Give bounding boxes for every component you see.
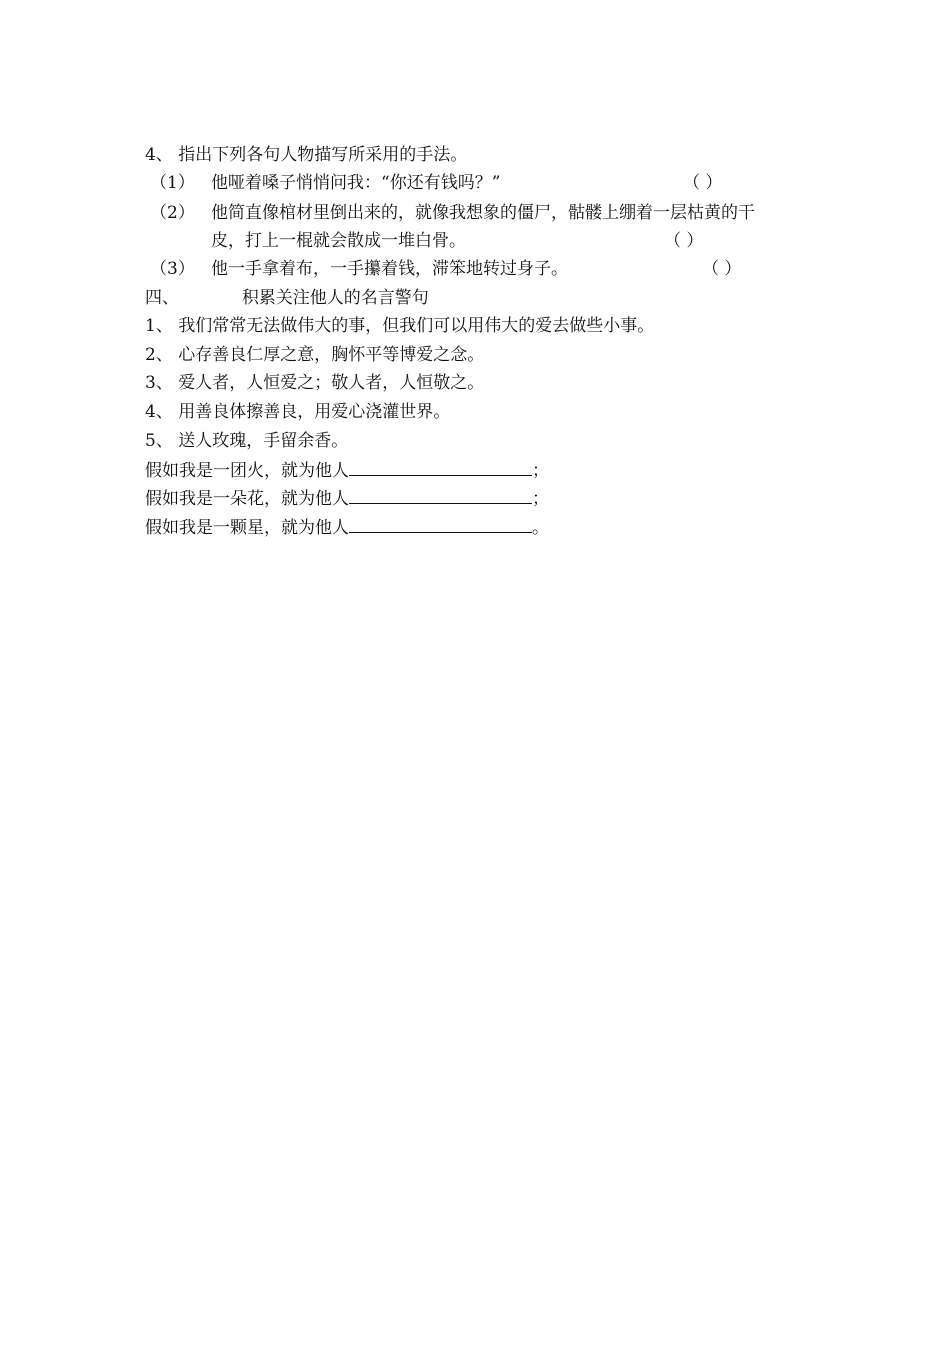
fill-blank-flower[interactable] [349,487,532,504]
item-1-answer-paren[interactable]: （ ） [683,173,723,193]
item-3-text: 他一手拿着布，一手攥着钱，滞笨地转过身子。 [211,259,568,279]
item-2-text-line2: 皮，打上一棍就会散成一堆白骨。 [211,231,466,251]
fill-line-star-end: 。 [532,518,549,538]
quote-4: 4、 用善良体擦善良，用爱心浇灌世界。 [145,402,451,422]
item-2-number: （2） [150,203,195,223]
fill-line-flower-prefix: 假如我是一朵花，就为他人 [145,489,349,509]
question-4-heading: 4、 指出下列各句人物描写所采用的手法。 [145,145,468,165]
item-2-answer-paren[interactable]: （ ） [664,231,704,251]
fill-line-flower-end: ； [532,489,549,509]
fill-line-fire [145,459,549,481]
section-4-title: 积累关注他人的名言警句 [241,288,429,308]
item-1-text: 他哑着嗓子悄悄问我：“你还有钱吗？” [211,173,501,193]
quote-1: 1、 我们常常无法做伟大的事，但我们可以用伟大的爱去做些小事。 [145,316,655,336]
item-2-text-line1: 他简直像棺材里倒出来的，就像我想象的僵尸，骷髅上绷着一层枯黄的干 [211,203,755,223]
fill-line-fire-end: ； [532,461,549,481]
section-4-number: 四、 [145,288,179,308]
fill-blank-fire[interactable] [349,459,532,476]
fill-line-fire-prefix: 假如我是一团火，就为他人 [145,461,349,481]
fill-blank-star[interactable] [349,516,532,533]
quote-3: 3、 爱人者，人恒爱之；敬人者，人恒敬之。 [145,373,485,393]
item-3-answer-paren[interactable]: （ ） [702,259,742,279]
section-4-heading [145,287,429,309]
quote-2: 2、 心存善良仁厚之意，胸怀平等博爱之念。 [145,345,485,365]
quote-5: 5、 送人玫瑰，手留余香。 [145,431,349,451]
fill-line-flower [145,487,549,509]
item-3-number: （3） [150,259,195,279]
item-1-number: （1） [150,173,195,193]
fill-line-star-prefix: 假如我是一颗星，就为他人 [145,518,349,538]
fill-line-star [145,516,549,538]
